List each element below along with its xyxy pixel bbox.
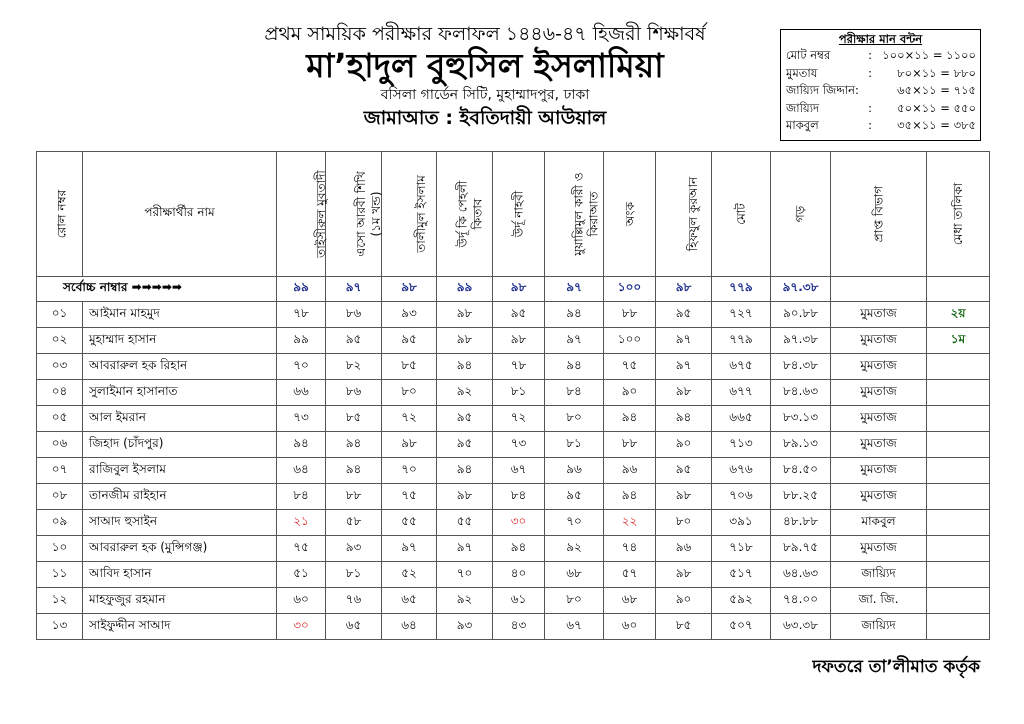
marks-box-label: মাকবুল: [786, 118, 819, 132]
mark-cell: ৬৭: [493, 458, 545, 484]
marks-box-value: ৬৫×১১ = ৭১৫: [897, 83, 976, 97]
mark-cell: ৯০: [656, 588, 712, 614]
mark-cell: ৯৫: [656, 302, 712, 328]
student-row: [37, 432, 990, 458]
mark-cell: ৬১: [493, 588, 545, 614]
institution-title: মা’হাদুল বুহুসিল ইসলামিয়া: [306, 46, 664, 85]
mark-cell: ৯৫: [326, 328, 382, 354]
marks-box-label: জায়্যিদ জিদ্দান:: [786, 83, 859, 97]
division-cell: মাকবুল: [831, 510, 927, 536]
max-mark-cell: ৯৮: [382, 277, 437, 302]
roll-cell: ০৩: [37, 354, 83, 380]
mark-cell: ৯৪: [545, 354, 604, 380]
mark-cell: ৯৩: [326, 536, 382, 562]
col-subject-4: উর্দূ কি পেহলী কিতাব: [437, 152, 493, 277]
mark-cell: ৯৪: [604, 484, 656, 510]
roll-cell: ০৪: [37, 380, 83, 406]
marks-box-row: [781, 100, 980, 118]
mark-cell: ৯৬: [604, 458, 656, 484]
roll-cell: ০২: [37, 328, 83, 354]
mark-cell: ৯৪: [604, 406, 656, 432]
mark-cell: ৮১: [326, 562, 382, 588]
division-cell: মুমতাজ: [831, 406, 927, 432]
student-name-cell: রাজিবুল ইসলাম: [83, 458, 277, 484]
division-cell: মুমতাজ: [831, 536, 927, 562]
mark-cell: ৯০: [656, 432, 712, 458]
mark-cell: ৯৮: [437, 302, 493, 328]
total-cell: ৭০৬: [712, 484, 771, 510]
max-marks-label: সর্বোচ্চ নাম্বার ➡➡➡➡➡: [37, 277, 277, 302]
mark-cell: ৮০: [545, 588, 604, 614]
division-cell: মুমতাজ: [831, 432, 927, 458]
roll-cell: ০৭: [37, 458, 83, 484]
col-average: গড়: [771, 152, 831, 277]
results-table: [36, 151, 990, 640]
mark-cell: ৯৪: [277, 432, 326, 458]
student-row: [37, 406, 990, 432]
mark-cell: ৫৮: [326, 510, 382, 536]
col-subject-2: এসো আরবী শিখি (১ম খন্ড): [326, 152, 382, 277]
mark-cell: ৯২: [437, 380, 493, 406]
mark-cell: ৭৪: [604, 536, 656, 562]
student-row: [37, 614, 990, 640]
mark-cell: ৯৫: [437, 432, 493, 458]
mark-cell: ৯৪: [326, 432, 382, 458]
division-cell: মুমতাজ: [831, 328, 927, 354]
total-cell: ৫১৭: [712, 562, 771, 588]
merit-cell: [927, 354, 990, 380]
mark-cell: ৯৬: [545, 458, 604, 484]
mark-cell: ৭৫: [382, 484, 437, 510]
merit-cell: ২য়: [927, 302, 990, 328]
exam-subtitle: প্রথম সাময়িক পরীক্ষার ফলাফল ১৪৪৬-৪৭ হিজরী শিক্ষাবর্ষ: [264, 23, 706, 45]
empty-cell: [927, 277, 990, 302]
average-cell: ৮৩.১৩: [771, 406, 831, 432]
merit-cell: [927, 536, 990, 562]
roll-cell: ১২: [37, 588, 83, 614]
student-name-cell: আবিদ হাসান: [83, 562, 277, 588]
mark-cell: ৬৪: [277, 458, 326, 484]
roll-cell: ০১: [37, 302, 83, 328]
col-merit: মেধা তালিকা: [927, 152, 990, 277]
institution-address: বসিলা গার্ডেন সিটি, মুহাম্মাদপুর, ঢাকা: [380, 87, 590, 103]
col-division: প্রাপ্ত বিভাগ: [831, 152, 927, 277]
mark-cell: ৬৪: [382, 614, 437, 640]
average-cell: ৬৩.৩৮: [771, 614, 831, 640]
mark-cell: ৯২: [545, 536, 604, 562]
mark-cell: ৯৭: [545, 328, 604, 354]
total-cell: ৭১৮: [712, 536, 771, 562]
mark-cell: ৬০: [277, 588, 326, 614]
mark-cell: ৫৫: [382, 510, 437, 536]
student-name-cell: সুলাইমান হাসানাত: [83, 380, 277, 406]
mark-cell: ৮২: [326, 354, 382, 380]
total-cell: ৬৭৫: [712, 354, 771, 380]
merit-cell: [927, 406, 990, 432]
mark-cell: ১০০: [604, 328, 656, 354]
col-subject-5: উর্দূ নাহবী: [493, 152, 545, 277]
division-cell: মুমতাজ: [831, 380, 927, 406]
max-mark-cell: ৯৮: [493, 277, 545, 302]
roll-cell: ১১: [37, 562, 83, 588]
marks-box-label: মোট নম্বর: [786, 48, 831, 62]
average-cell: ৮৯.৭৫: [771, 536, 831, 562]
max-mark-cell: ৯৮: [656, 277, 712, 302]
average-cell: ৮৪.৩৮: [771, 354, 831, 380]
mark-cell: ৬৬: [277, 380, 326, 406]
roll-cell: ০৮: [37, 484, 83, 510]
student-row: [37, 484, 990, 510]
mark-cell: ৫৭: [604, 562, 656, 588]
mark-cell: ৩০: [277, 614, 326, 640]
mark-cell: ৮৬: [326, 380, 382, 406]
marks-box-row: [781, 47, 980, 65]
marks-box-title: পরীক্ষার মান বন্টন: [838, 32, 923, 46]
mark-cell: ৯৭: [656, 354, 712, 380]
merit-cell: [927, 614, 990, 640]
roll-cell: ০৯: [37, 510, 83, 536]
mark-cell: ৯৪: [437, 354, 493, 380]
mark-cell: ৮০: [382, 380, 437, 406]
mark-cell: ৭০: [437, 562, 493, 588]
mark-cell: ৮১: [545, 432, 604, 458]
mark-cell: ৫২: [382, 562, 437, 588]
mark-cell: ৮৪: [277, 484, 326, 510]
mark-cell: ৮৪: [493, 484, 545, 510]
student-row: [37, 354, 990, 380]
class-name: জামাআত : ইবতিদায়ী আউয়াল: [363, 107, 607, 129]
marks-box-value: ১০০×১১ = ১১০০: [882, 48, 976, 62]
roll-cell: ১০: [37, 536, 83, 562]
mark-cell: ৯৪: [493, 536, 545, 562]
division-cell: মুমতাজ: [831, 458, 927, 484]
mark-cell: ৮৫: [326, 406, 382, 432]
document-header: [200, 22, 770, 131]
mark-cell: ৬৮: [604, 588, 656, 614]
mark-cell: ৭০: [277, 354, 326, 380]
roll-cell: ০৫: [37, 406, 83, 432]
mark-cell: ৯৫: [493, 302, 545, 328]
mark-cell: ৯৩: [382, 302, 437, 328]
student-name-cell: আল ইমরান: [83, 406, 277, 432]
mark-cell: ৯৫: [437, 406, 493, 432]
mark-cell: ৭২: [382, 406, 437, 432]
total-cell: ৬৬৫: [712, 406, 771, 432]
marks-box-row: [781, 82, 980, 100]
division-cell: জায়্যিদ: [831, 562, 927, 588]
marks-box-label: জায়্যিদ: [786, 100, 820, 115]
marks-box-row: [781, 117, 980, 135]
marks-box-value: ৫০×১১ = ৫৫০: [897, 100, 976, 115]
student-name-cell: আবরারুল হক রিহান: [83, 354, 277, 380]
total-cell: ৫০৭: [712, 614, 771, 640]
marks-box-colon: :: [868, 65, 872, 80]
mark-cell: ৯৮: [437, 484, 493, 510]
average-cell: ৮৯.১৩: [771, 432, 831, 458]
student-name-cell: তানজীম রাইহান: [83, 484, 277, 510]
mark-cell: ৪৩: [493, 614, 545, 640]
mark-cell: ৯৮: [656, 380, 712, 406]
mark-cell: ৯৮: [493, 328, 545, 354]
col-subject-7: অংক: [604, 152, 656, 277]
mark-cell: ৯৮: [382, 432, 437, 458]
mark-cell: ৯৫: [656, 458, 712, 484]
mark-cell: ৯৪: [437, 458, 493, 484]
mark-cell: ৭০: [545, 510, 604, 536]
mark-cell: ৭৫: [604, 354, 656, 380]
average-cell: ৮৮.২৫: [771, 484, 831, 510]
mark-cell: ৪০: [493, 562, 545, 588]
merit-cell: ১ম: [927, 328, 990, 354]
mark-cell: ৬৮: [545, 562, 604, 588]
mark-cell: ৩০: [493, 510, 545, 536]
student-name-cell: আবরারুল হক (মুন্সিগঞ্জ): [83, 536, 277, 562]
col-total: মোট: [712, 152, 771, 277]
total-cell: ৬৭৭: [712, 380, 771, 406]
mark-cell: ৭০: [382, 458, 437, 484]
student-row: [37, 588, 990, 614]
total-cell: ৩৯১: [712, 510, 771, 536]
mark-cell: ৮৬: [326, 302, 382, 328]
mark-cell: ৮৪: [545, 380, 604, 406]
mark-cell: ৮৮: [604, 302, 656, 328]
col-subject-3: তালীমুল ইসলাম: [382, 152, 437, 277]
student-name-cell: সাআদ হুসাইন: [83, 510, 277, 536]
mark-cell: ৯৮: [656, 484, 712, 510]
col-name: পরীক্ষার্থীর নাম: [83, 152, 277, 277]
marks-box-value: ৮০×১১ = ৮৮০: [897, 65, 976, 80]
mark-cell: ৯৬: [656, 536, 712, 562]
marks-box-label: মুমতায: [786, 65, 818, 80]
total-cell: ৭২৭: [712, 302, 771, 328]
max-total-cell: ৭৭৯: [712, 277, 771, 302]
mark-cell: ৯০: [604, 380, 656, 406]
mark-cell: ৯৭: [437, 536, 493, 562]
average-cell: ৮৪.৬৩: [771, 380, 831, 406]
max-mark-cell: ৯৯: [437, 277, 493, 302]
average-cell: ৪৮.৮৮: [771, 510, 831, 536]
marks-box-colon: [862, 82, 878, 100]
marks-box-colon: :: [868, 48, 872, 62]
marks-box-value: ৩৫×১১ = ৩৮৫: [897, 118, 976, 132]
mark-cell: ৯৫: [382, 328, 437, 354]
average-cell: ৭৪.০০: [771, 588, 831, 614]
merit-cell: [927, 562, 990, 588]
division-cell: মুমতাজ: [831, 302, 927, 328]
average-cell: ৮৪.৫০: [771, 458, 831, 484]
merit-cell: [927, 484, 990, 510]
average-cell: ৯০.৮৮: [771, 302, 831, 328]
student-name-cell: মুহাম্মাদ হাসান: [83, 328, 277, 354]
mark-cell: ৯৪: [545, 302, 604, 328]
col-roll: রোল নম্বর: [37, 152, 83, 277]
mark-cell: ৯৫: [545, 484, 604, 510]
col-subject-1: তাইসীরুল মুবতাদী: [277, 152, 326, 277]
mark-cell: ৯৪: [656, 406, 712, 432]
marks-distribution-box: [780, 29, 981, 141]
division-cell: মুমতাজ: [831, 354, 927, 380]
max-mark-cell: ৯৭: [326, 277, 382, 302]
col-subject-6: মুয়াল্লিমুল কারী ও কিরাআত: [545, 152, 604, 277]
marks-box-row: [781, 65, 980, 83]
student-row: [37, 380, 990, 406]
marks-box-colon: :: [868, 100, 872, 115]
mark-cell: ৭৫: [277, 536, 326, 562]
total-cell: ৭৭৯: [712, 328, 771, 354]
mark-cell: ৮০: [656, 510, 712, 536]
mark-cell: ৮৮: [604, 432, 656, 458]
empty-cell: [831, 277, 927, 302]
student-name-cell: সাইফুদ্দীন সাআদ: [83, 614, 277, 640]
max-average-cell: ৯৭.৩৮: [771, 277, 831, 302]
mark-cell: ৮৮: [326, 484, 382, 510]
merit-cell: [927, 432, 990, 458]
mark-cell: ৮৫: [656, 614, 712, 640]
max-mark-cell: ১০০: [604, 277, 656, 302]
mark-cell: ৫১: [277, 562, 326, 588]
max-mark-cell: ৯৭: [545, 277, 604, 302]
student-row: [37, 458, 990, 484]
mark-cell: ৭২: [493, 406, 545, 432]
mark-cell: ৯৪: [326, 458, 382, 484]
mark-cell: ৯৭: [656, 328, 712, 354]
mark-cell: ৯২: [437, 588, 493, 614]
mark-cell: ৬৭: [545, 614, 604, 640]
header-row: [37, 152, 990, 277]
total-cell: ৫৯২: [712, 588, 771, 614]
student-name-cell: আইমান মাহমুদ: [83, 302, 277, 328]
mark-cell: ২২: [604, 510, 656, 536]
division-cell: জায়্যিদ: [831, 614, 927, 640]
roll-cell: ১৩: [37, 614, 83, 640]
mark-cell: ৭৩: [277, 406, 326, 432]
mark-cell: ৮৫: [382, 354, 437, 380]
student-row: [37, 328, 990, 354]
footer-signature: দফতরে তা’লীমাত কর্তৃক: [812, 657, 980, 677]
marks-box-colon: :: [868, 118, 872, 132]
mark-cell: ৯৯: [277, 328, 326, 354]
col-subject-8: হিফযুল কুরআন: [656, 152, 712, 277]
roll-cell: ০৬: [37, 432, 83, 458]
student-row: [37, 510, 990, 536]
mark-cell: ৬৫: [382, 588, 437, 614]
mark-cell: ৯৭: [382, 536, 437, 562]
merit-cell: [927, 510, 990, 536]
student-name-cell: মাহফুজুর রহমান: [83, 588, 277, 614]
mark-cell: ৯৮: [656, 562, 712, 588]
mark-cell: ৭৬: [326, 588, 382, 614]
merit-cell: [927, 380, 990, 406]
total-cell: ৬৭৬: [712, 458, 771, 484]
division-cell: মুমতাজ: [831, 484, 927, 510]
mark-cell: ৭৮: [277, 302, 326, 328]
merit-cell: [927, 458, 990, 484]
mark-cell: ৮০: [545, 406, 604, 432]
average-cell: ৯৭.৩৮: [771, 328, 831, 354]
mark-cell: ৫৫: [437, 510, 493, 536]
mark-cell: ৭৮: [493, 354, 545, 380]
student-row: [37, 562, 990, 588]
student-name-cell: জিহাদ (চাঁদপুর): [83, 432, 277, 458]
mark-cell: ৯৮: [437, 328, 493, 354]
mark-cell: ৯৩: [437, 614, 493, 640]
max-mark-cell: ৯৯: [277, 277, 326, 302]
average-cell: ৬৪.৬৩: [771, 562, 831, 588]
max-marks-row: [37, 277, 990, 302]
mark-cell: ৭৩: [493, 432, 545, 458]
mark-cell: ৬০: [604, 614, 656, 640]
total-cell: ৭১৩: [712, 432, 771, 458]
division-cell: জা. জি.: [831, 588, 927, 614]
mark-cell: ৮১: [493, 380, 545, 406]
merit-cell: [927, 588, 990, 614]
mark-cell: ৬৫: [326, 614, 382, 640]
student-row: [37, 536, 990, 562]
student-row: [37, 302, 990, 328]
mark-cell: ২১: [277, 510, 326, 536]
